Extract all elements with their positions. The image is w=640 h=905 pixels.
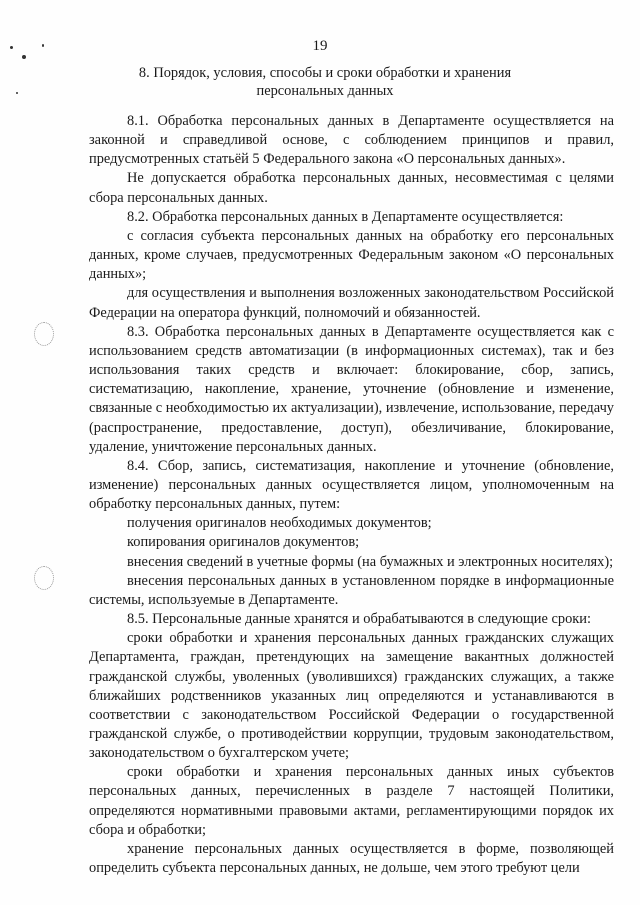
document-body xyxy=(89,112,614,878)
paragraph: Не допускается обработка персональных данных, несовместимая с целями сбора персональных данных. xyxy=(89,170,614,206)
paragraph-8-3: 8.3. Обработка персональных данных в Департаменте осуществляется как с использованием средств автоматизации (в информационных системах), так и без использования таких средств и включает: блокирование, сбор, запись, систематизацию, накопление, хранение, уточнение (обновление и изменение, связанные с необходимостью их актуализации), извлечение, использование, передачу (распространение, предоставление, доступ), обезличивание, блокирование, удаление, уничтожение персональных данных. xyxy=(89,323,614,455)
list-item: сроки обработки и хранения персональных данных иных субъектов персональных данных, перечисленных в разделе 7 настоящей Политики, определяются нормативными правовыми актами, регламентирующими порядок их сбора и обработки; xyxy=(89,764,614,838)
list-item: с согласия субъекта персональных данных на обработку его персональных данных, кроме случаев, предусмотренных Федеральным законом «О персональных данных»; xyxy=(89,227,614,283)
list-item: получения оригиналов необходимых документов; xyxy=(127,515,432,532)
list-item: для осуществления и выполнения возложенных законодательством Российской Федерации на оператора функций, полномочий и обязанностей. xyxy=(89,285,614,321)
list-item: внесения сведений в учетные формы (на бумажных и электронных носителях); xyxy=(127,553,614,570)
paragraph-8-1: 8.1. Обработка персональных данных в Департаменте осуществляется на законной и справедливой основе, с соблюдением принципов и правил, предусмотренных статьёй 5 Федерального закона «О персональных данных». xyxy=(89,113,614,168)
section-heading xyxy=(90,64,560,100)
paragraph-8-4: 8.4. Сбор, запись, систематизация, накопление и уточнение (обновление, изменение) персональных данных осуществляется лицом, уполномоченным на обработку персональных данных, путем: xyxy=(89,457,614,513)
list-item: внесения персональных данных в установленном порядке в информационные системы, используемые в Департаменте. xyxy=(89,572,614,608)
paragraph-8-2: 8.2. Обработка персональных данных в Департаменте осуществляется: xyxy=(127,208,564,225)
scan-speck xyxy=(22,55,26,59)
punch-hole-mark xyxy=(34,566,54,590)
page-number: 19 xyxy=(312,38,328,54)
list-item: хранение персональных данных осуществляется в форме, позволяющей определить субъекта персональных данных, не дольше, чем этого требуют цели xyxy=(89,840,614,877)
list-item: сроки обработки и хранения персональных данных гражданских служащих Департамента, граждан, претендующих на замещение вакантных должностей гражданской службы, уволенных (уволившихся) гражданских служащих, а также ближайших родственников указанных лиц определяются и устанавливаются в соответствии с законодательством Российской Федерации о государственной гражданской службе, о противодействии коррупции, трудовым законодательством, законодательством о бухгалтерском учете; xyxy=(89,630,614,762)
section-heading-line-2: персональных данных xyxy=(256,83,394,99)
scan-speck xyxy=(16,92,18,94)
list-item: копирования оригиналов документов; xyxy=(127,534,360,551)
punch-hole-mark xyxy=(34,322,54,346)
section-heading-line-1: 8. Порядок, условия, способы и сроки обработки и хранения xyxy=(138,65,512,81)
paragraph-8-5: 8.5. Персональные данные хранятся и обрабатываются в следующие сроки: xyxy=(127,611,591,628)
